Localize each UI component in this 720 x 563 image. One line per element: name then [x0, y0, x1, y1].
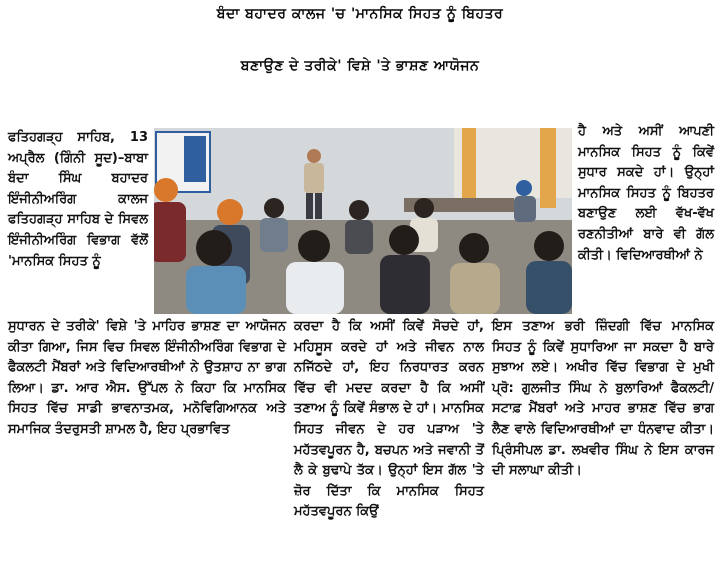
article-text-col2: ਸੁਧਾਰਨ ਦੇ ਤਰੀਕੇ' ਵਿਸ਼ੇ 'ਤੇ ਮਾਹਿਰ ਭਾਸ਼ਣ ਦਾ ਆਯੋਜਨ ਕੀਤਾ ਗਿਆ, ਜਿਸ ਵਿਚ ਸਿਵਲ ਇੰਜੀਨੀਅਰਿੰਗ ਵਿਭਾਗ ਦੇ ਫੈਕਲਟੀ ਮੈਂਬਰਾਂ ਅਤੇ ਵਿਦਿਆਰਥੀਆਂ ਨੇ ਉਤਸ਼ਾਹ ਨਾ ਭਾਗ ਲਿਆ। ਡਾ. ਆਰ ਐਸ. ਉੱਪਲ ਨੇ ਕਿਹਾ ਕਿ ਮਾਨਸਿਕ ਸਿਹਤ ਵਿੱਚ ਸਾਡੀ ਭਾਵਨਾਤਮਕ, ਮਨੋਵਿਗਿਆਨਕ ਅਤੇ ਸਮਾਜਿਕ ਤੰਦਰੁਸਤੀ ਸ਼ਾਮਲ ਹੈ, ਇਹ ਪ੍ਰਭਾਵਿਤ	[8, 319, 286, 437]
article-text-col5: ਹੈ ਅਤੇ ਅਸੀਂ ਆਪਣੀ ਮਾਨਸਿਕ ਸਿਹਤ ਨੂੰ ਕਿਵੇਂ ਸੁਧਾਰ ਸਕਦੇ ਹਾਂ। ਉਨ੍ਹਾਂ ਮਾਨਸਿਕ ਸਿਹਤ ਨੂੰ ਬਿਹਤਰ ਬਣਾਉਣ ਲਈ ਵੱਖ-ਵੱਖ ਰਣਨੀਤੀਆਂ ਬਾਰੇ ਵੀ ਗੱਲ ਕੀਤੀ। ਵਿਦਿਆਰਥੀਆਂ ਨੇ	[578, 124, 714, 263]
article-text-col4: ਇਸ ਤਣਾਅ ਭਰੀ ਜ਼ਿੰਦਗੀ ਵਿੱਚ ਮਾਨਸਿਕ ਸਿਹਤ ਨੂੰ ਕਿਵੇਂ ਸੁਧਾਰਿਆ ਜਾ ਸਕਦਾ ਹੈ ਬਾਰੇ ਸੁਝਾਅ ਲਏ। ਅਖੀਰ ਵਿੱਚ ਵਿਭਾਗ ਦੇ ਮੁਖੀ ਪ੍ਰੋ: ਗੁਲਜੀਤ ਸਿੰਘ ਨੇ ਬੁਲਾਰਿਆਂ ਫੈਕਲਟੀ/ਸਟਾਫ਼ ਮੈਂਬਰਾਂ ਅਤੇ ਮਾਹਰ ਭਾਸ਼ਣ ਵਿੱਚ ਭਾਗ ਲੈਣ ਵਾਲੇ ਵਿਦਿਆਰਥੀਆਂ ਦਾ ਧੰਨਵਾਦ ਕੀਤਾ। ਪ੍ਰਿੰਸੀਪਲ ਡਾ. ਲਖਵੀਰ ਸਿੰਘ ਨੇ ਇਸ ਕਾਰਜ ਦੀ ਸਲਾਘਾ ਕੀਤੀ।	[492, 319, 714, 479]
article-column-3	[294, 317, 484, 523]
article-column-2	[8, 317, 286, 441]
article-text-col3: ਕਰਦਾ ਹੈ ਕਿ ਅਸੀਂ ਕਿਵੇਂ ਸੋਚਦੇ ਹਾਂ, ਮਹਿਸੂਸ ਕਰਦੇ ਹਾਂ ਅਤੇ ਜੀਵਨ ਨਾਲ ਨਜਿੱਠਦੇ ਹਾਂ, ਇਹ ਨਿਰਧਾਰਤ ਕਰਨ ਵਿੱਚ ਵੀ ਮਦਦ ਕਰਦਾ ਹੈ ਕਿ ਅਸੀਂ ਤਣਾਅ ਨੂੰ ਕਿਵੇਂ ਸੰਭਾਲ ਦੇ ਹਾਂ। ਮਾਨਸਿਕ ਸਿਹਤ ਜੀਵਨ ਦੇ ਹਰ ਪੜਾਅ 'ਤੇ ਮਹੱਤਵਪੂਰਨ ਹੈ, ਬਚਪਨ ਅਤੇ ਜਵਾਨੀ ਤੋਂ ਲੈ ਕੇ ਬੁਢਾਪੇ ਤੱਕ। ਉਨ੍ਹਾਂ ਇਸ ਗੱਲ 'ਤੇ ਜ਼ੋਰ ਦਿੱਤਾ ਕਿ ਮਾਨਸਿਕ ਸਿਹਤ ਮਹੱਤਵਪੂਰਨ ਕਿਉਂ	[294, 319, 484, 520]
article-column-4	[492, 317, 714, 482]
article-text-col1: ਫਤਿਹਗੜ੍ਹ ਸਾਹਿਬ, 13 ਅਪ੍ਰੈਲ (ਗਿੰਨੀ ਸੂਦ)–ਬਾਬਾ ਬੰਦਾ ਸਿੰਘ ਬਹਾਦਰ ਇੰਜੀਨੀਅਰਿੰਗ ਕਾਲਜ ਫਤਿਹਗੜ੍ਹ ਸਾਹਿਬ ਦੇ ਸਿਵਲ ਇੰਜੀਨੀਅਰਿੰਗ ਵਿਭਾਗ ਵੱਲੋਂ 'ਮਾਨਸਿਕ ਸਿਹਤ ਨੂੰ	[8, 130, 148, 269]
event-photo	[154, 128, 572, 314]
headline-line-2: ਬਣਾਉਣ ਦੇ ਤਰੀਕੇ' ਵਿਸ਼ੇ 'ਤੇ ਭਾਸ਼ਣ ਆਯੋਜਨ	[240, 58, 480, 74]
headline-line-1: ਬੰਦਾ ਬਹਾਦਰ ਕਾਲਜ 'ਚ 'ਮਾਨਸਿਕ ਸਿਹਤ ਨੂੰ ਬਿਹਤਰ	[216, 6, 504, 22]
lecture-hall-illustration	[154, 128, 572, 314]
article-column-1	[8, 128, 148, 272]
article-column-5	[578, 122, 714, 266]
